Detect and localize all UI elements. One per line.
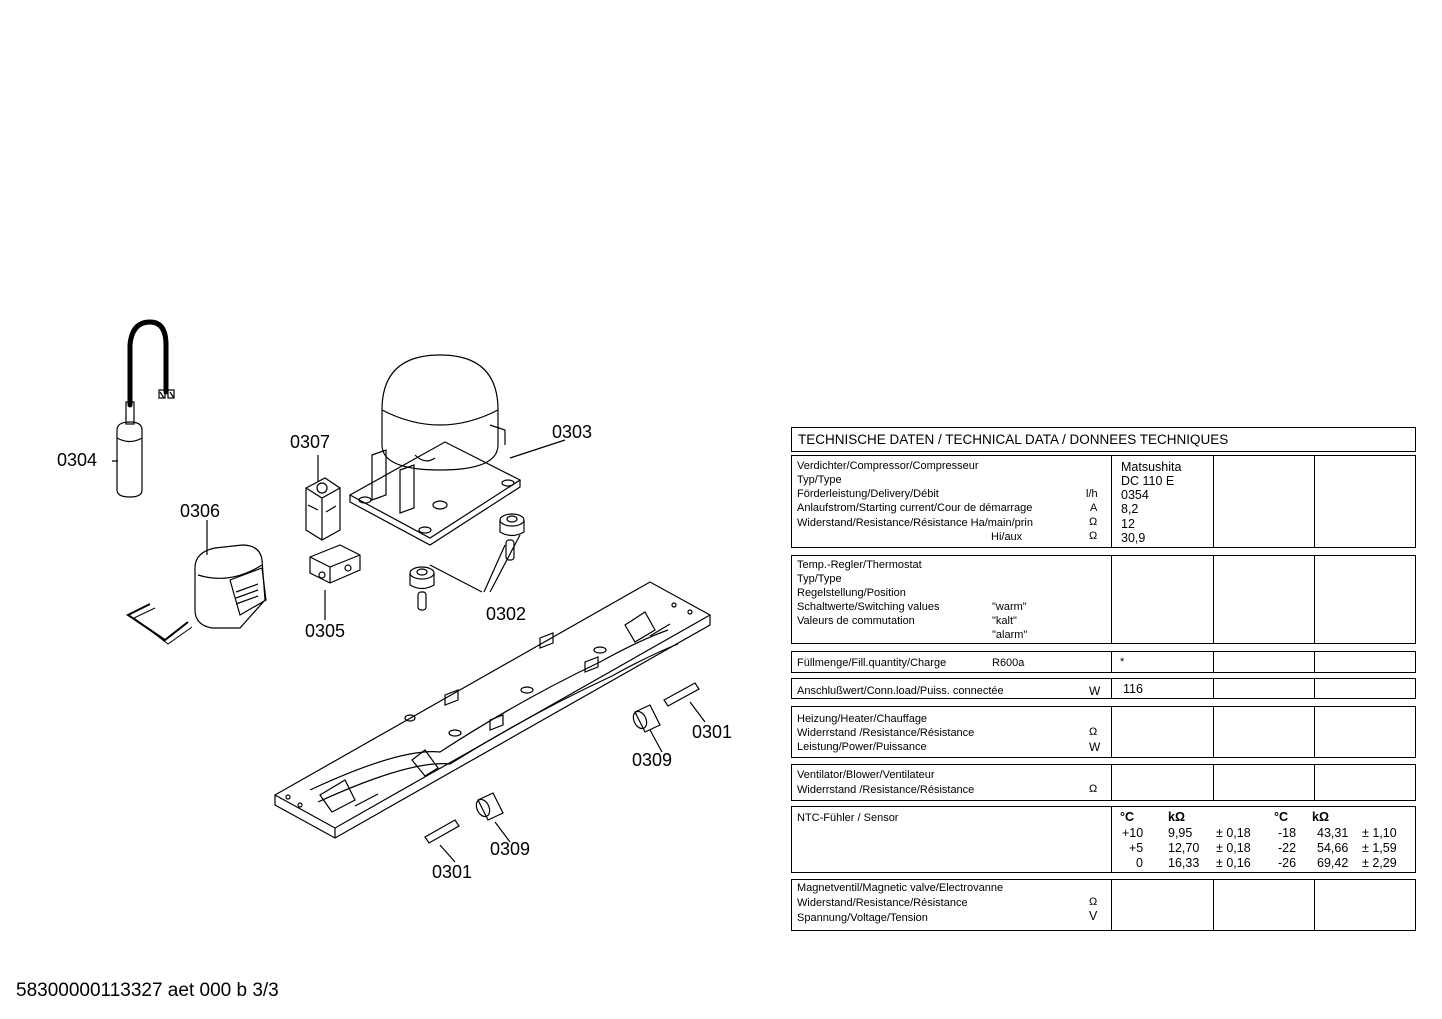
- ntc-right-kohm: 54,66: [1317, 841, 1349, 855]
- magnetic-valve-section: [791, 879, 1416, 931]
- thermostat-label: Temp.-Regler/Thermostat: [797, 559, 922, 571]
- overload-part-0305: [310, 545, 360, 583]
- callout-0304: 0304: [57, 450, 98, 470]
- callout-0306: 0306: [180, 501, 221, 521]
- blower-section: [791, 764, 1416, 801]
- heater-power-label: Leistung/Power/Puissance: [797, 741, 927, 753]
- cover-part-0306: [128, 545, 266, 644]
- blower-resistance-label: Widerrstand /Resistance/Résistance: [797, 784, 975, 796]
- compressor-label: Verdichter/Compressor/Compresseur: [797, 460, 979, 472]
- tech-data-title: TECHNISCHE DATEN / TECHNICAL DATA / DONNEES TECHNIQUES: [798, 432, 1229, 447]
- heater-resistance-label: Widerrstand /Resistance/Résistance: [797, 727, 975, 739]
- valve-voltage-unit: V: [1089, 909, 1098, 923]
- document-footer: 58300000113327 aet 000 b 3/3: [16, 980, 279, 1001]
- callout-0301-right: 0301: [692, 722, 733, 742]
- fill-quantity-value: *: [1120, 656, 1125, 668]
- ntc-left-temp: +10: [1122, 826, 1144, 840]
- pins-part-0301: [425, 683, 705, 862]
- aux-resistance-value: 30,9: [1121, 531, 1146, 545]
- compressor-part-0303: [350, 355, 520, 545]
- mode-alarm: "alarm": [992, 629, 1028, 641]
- fill-quantity-section: [791, 651, 1416, 673]
- connected-load-section: [791, 678, 1416, 699]
- ntc-left-kohm: 12,70: [1168, 841, 1200, 855]
- connected-load-value: 116: [1123, 682, 1143, 696]
- thermostat-section: [791, 555, 1416, 644]
- ntc-right-tol: ± 1,59: [1362, 841, 1397, 855]
- ntc-right-temp: -26: [1278, 856, 1297, 870]
- ntc-sensor-label: NTC-Fühler / Sensor: [797, 812, 899, 824]
- callout-0301-left: 0301: [432, 862, 473, 882]
- ntc-left-tol: ± 0,16: [1216, 856, 1251, 870]
- valve-label: Magnetventil/Magnetic valve/Electrovanne: [797, 882, 1004, 894]
- ntc-right-temp: -18: [1278, 826, 1297, 840]
- resistance-aux-label: Hi/aux: [991, 531, 1023, 543]
- mode-warm: "warm": [992, 601, 1027, 613]
- starting-current-label: Anlaufstrom/Starting current/Cour de démarrage: [797, 502, 1033, 514]
- ntc-right-kohm-header: kΩ: [1312, 810, 1329, 824]
- heater-power-unit: W: [1089, 740, 1101, 754]
- callout-0309-right: 0309: [632, 750, 673, 770]
- resistance-main-label: Widerstand/Resistance/Résistance Ha/main/prin: [797, 517, 1033, 529]
- fill-quantity-label: Füllmenge/Fill.quantity/Charge: [797, 657, 947, 669]
- delivery-label: Förderleistung/Delivery/Débit: [797, 488, 939, 500]
- heater-resistance-unit: Ω: [1089, 726, 1098, 738]
- compressor-make-value: Matsushita: [1121, 460, 1182, 474]
- callout-0309-left: 0309: [490, 839, 531, 859]
- tech-data-title-box: [791, 427, 1416, 452]
- sensor-part-0304: [117, 322, 174, 497]
- main-resistance-unit: Ω: [1089, 516, 1098, 528]
- ntc-left-tol: ± 0,18: [1216, 826, 1251, 840]
- mode-kalt: "kalt": [992, 615, 1017, 627]
- heater-section: [791, 706, 1416, 758]
- callout-0302: 0302: [486, 604, 527, 624]
- compressor-section: [791, 455, 1416, 548]
- blower-resistance-unit: Ω: [1089, 783, 1098, 795]
- blower-label: Ventilator/Blower/Ventilateur: [797, 769, 935, 781]
- ntc-sensor-section: [791, 806, 1416, 873]
- position-label: Regelstellung/Position: [797, 587, 906, 599]
- compressor-type-value: DC 110 E: [1121, 474, 1175, 488]
- commutation-label: Valeurs de commutation: [797, 615, 915, 627]
- delivery-unit: l/h: [1086, 488, 1098, 500]
- grommets-part-0302: [410, 514, 524, 610]
- callout-0305: 0305: [305, 621, 346, 641]
- current-unit: A: [1090, 502, 1098, 514]
- valve-resistance-label: Widerstand/Resistance/Résistance: [797, 897, 968, 909]
- valve-voltage-label: Spannung/Voltage/Tension: [797, 912, 928, 924]
- starting-current-value: 8,2: [1121, 502, 1139, 516]
- main-resistance-value: 12: [1121, 517, 1135, 531]
- ntc-left-kohm-header: kΩ: [1168, 810, 1185, 824]
- connected-load-unit: W: [1089, 684, 1101, 698]
- connected-load-label: Anschlußwert/Conn.load/Puiss. connectée: [797, 685, 1004, 697]
- compressor-type-label: Typ/Type: [797, 474, 842, 486]
- ntc-right-temp: -22: [1278, 841, 1297, 855]
- thermostat-type-label: Typ/Type: [797, 573, 842, 585]
- ntc-right-kohm: 69,42: [1317, 856, 1349, 870]
- callout-0307: 0307: [290, 432, 331, 452]
- ntc-left-temp: 0: [1136, 856, 1143, 870]
- valve-resistance-unit: Ω: [1089, 896, 1098, 908]
- ntc-left-celsius-header: °C: [1120, 810, 1135, 824]
- ntc-right-kohm: 43,31: [1317, 826, 1349, 840]
- callout-0303: 0303: [552, 422, 593, 442]
- ntc-left-temp: +5: [1129, 841, 1144, 855]
- delivery-value: 0354: [1121, 488, 1149, 502]
- ntc-right-celsius-header: °C: [1274, 810, 1289, 824]
- ntc-left-kohm: 16,33: [1168, 856, 1200, 870]
- ntc-left-tol: ± 0,18: [1216, 841, 1251, 855]
- heater-label: Heizung/Heater/Chauffage: [797, 713, 928, 725]
- ntc-right-tol: ± 2,29: [1362, 856, 1397, 870]
- switching-values-label: Schaltwerte/Switching values: [797, 601, 940, 613]
- refrigerant-type: R600a: [992, 657, 1025, 669]
- ntc-right-tol: ± 1,10: [1362, 826, 1397, 840]
- aux-resistance-unit: Ω: [1089, 530, 1098, 542]
- relay-part-0307: [306, 478, 340, 540]
- ntc-left-kohm: 9,95: [1168, 826, 1193, 840]
